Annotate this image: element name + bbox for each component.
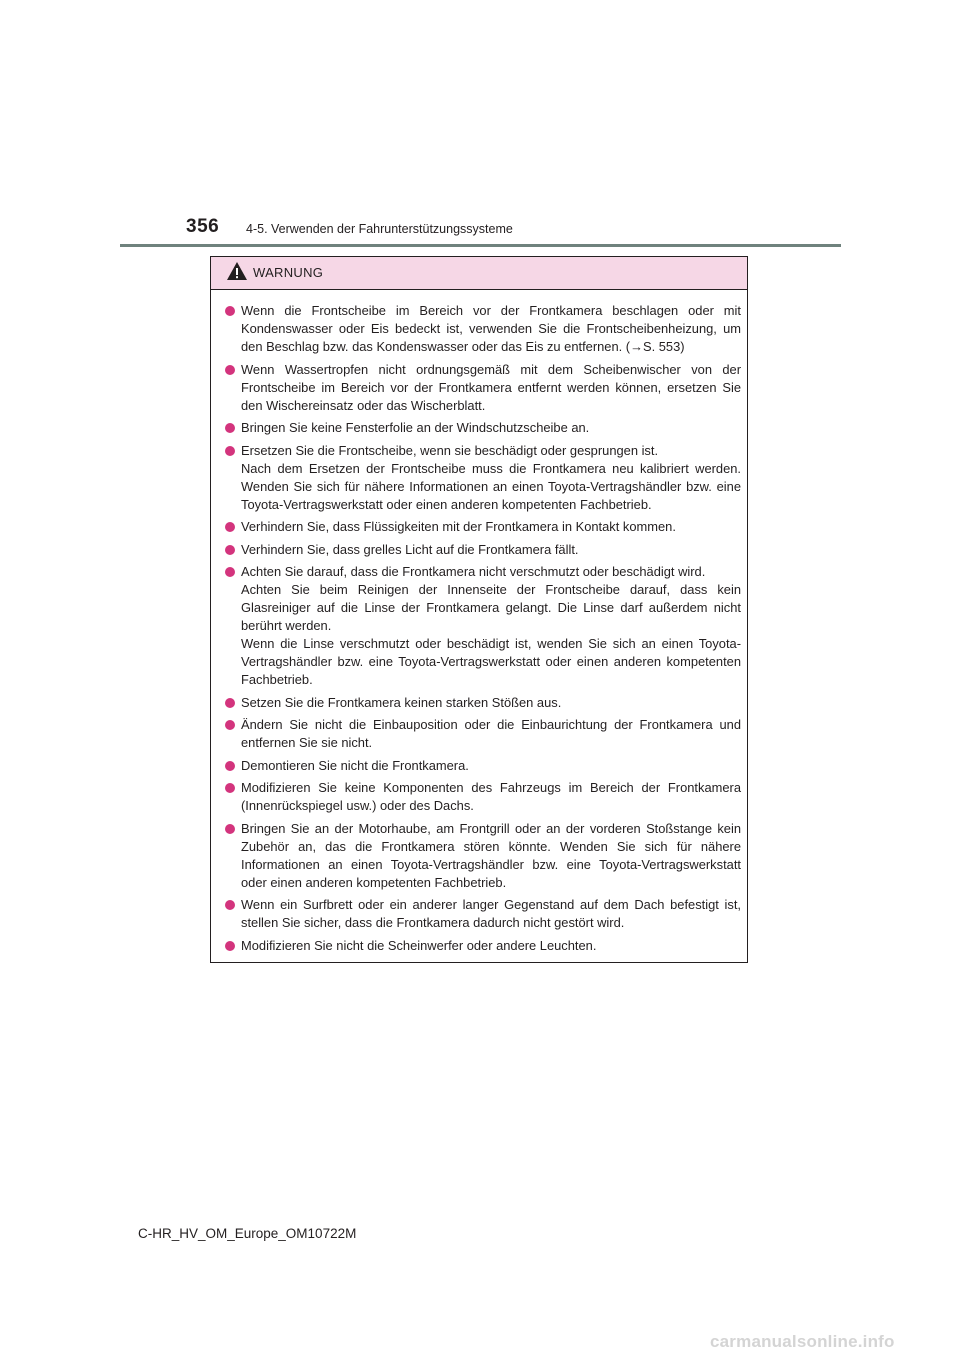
header-divider [120,244,841,247]
warning-item [241,820,741,892]
bullet-icon [225,567,235,577]
warning-item [241,442,741,514]
warning-triangle-icon [226,261,248,281]
document-code: C-HR_HV_OM_Europe_OM10722M [138,1226,357,1241]
bullet-icon [225,306,235,316]
warning-item-text: Setzen Sie die Frontkamera keinen starken Stößen aus. [241,694,562,710]
warning-box [210,256,748,963]
bullet-icon [225,365,235,375]
warning-item-text: Verhindern Sie, dass grelles Licht auf die Frontkamera fällt. [241,541,579,557]
warning-item-text: Achten Sie darauf, dass die Frontkamera nicht verschmutzt oder beschädigt wird. Achten Sie beim Reinigen der Innenseite der Frontscheibe darauf, dass kein Glasreiniger auf die Linse der Frontkamera gelangt. Die Linse darf außerdem nicht berührt werden. Wenn die Linse verschmutzt oder beschädigt ist, wenden Sie sich an einen Toyota-Vertragshändler bzw. eine Toyota-Vertragswerkstatt oder einen anderen kompetenten Fachbetrieb. [241,564,741,687]
warning-header [211,257,747,290]
warning-item-text: Verhindern Sie, dass Flüssigkeiten mit der Frontkamera in Kontakt kommen. [241,519,676,534]
warning-item [241,419,741,437]
warning-item-text: Ersetzen Sie die Frontscheibe, wenn sie beschädigt oder gesprungen ist. Nach dem Ersetzen der Frontscheibe muss die Frontkamera neu kalibriert werden. Wenden Sie sich für nähere Informationen an einen Toyota-Vertragshändler bzw. eine Toyota-Vertragswerkstatt oder einen anderen kompetenten Fachbetrieb. [241,442,741,512]
warning-item [241,716,741,752]
warning-item [241,563,741,689]
bullet-icon [225,720,235,730]
bullet-icon [225,941,235,951]
bullet-icon [225,761,235,771]
bullet-icon [225,824,235,834]
bullet-icon [225,698,235,708]
bullet-icon [225,783,235,793]
warning-item-text: Bringen Sie an der Motorhaube, am Frontgrill oder an der vorderen Stoßstange kein Zubehör an, das die Frontkamera stören könnte. Wenden Sie sich für nähere Informationen an einen Toyota-Vertragshändler bzw. eine Toyota-Vertragswerkstatt oder einen anderen kompetenten Fachbetrieb. [241,820,741,890]
warning-item [241,302,741,356]
bullet-icon [225,423,235,433]
warning-list [211,290,747,955]
bullet-icon [225,446,235,456]
warning-item [241,694,741,712]
warning-item [241,518,741,536]
warning-item-text: Modifizieren Sie keine Komponenten des Fahrzeugs im Bereich der Frontkamera (Innenrückspiegel usw.) oder des Dachs. [241,780,741,813]
warning-item [241,541,741,559]
warning-item-text: Wenn die Frontscheibe im Bereich vor der Frontkamera beschlagen oder mit Kondenswasser oder Eis bedeckt ist, verwenden Sie die Frontscheibenheizung, um den Beschlag bzw. das Kondenswasser oder das Eis zu entfernen. (→S. 553) [241,303,741,354]
bullet-icon [225,522,235,532]
warning-item [241,896,741,932]
warning-item-text: Ändern Sie nicht die Einbauposition oder die Einbaurichtung der Frontkamera und entfernen Sie sie nicht. [241,717,741,750]
bullet-icon [225,545,235,555]
section-title: 4-5. Verwenden der Fahrunterstützungssysteme [246,222,513,236]
warning-item [241,757,741,775]
page-number: 356 [186,216,220,237]
bullet-icon [225,900,235,910]
watermark: carmanualsonline.info [710,1332,895,1351]
warning-item-text: Demontieren Sie nicht die Frontkamera. [241,757,469,773]
warning-item-text: Wenn ein Surfbrett oder ein anderer langer Gegenstand auf dem Dach befestigt ist, stellen Sie sicher, dass die Frontkamera dadurch nicht gestört wird. [241,897,741,930]
warning-item [241,361,741,415]
warning-item-text: Modifizieren Sie nicht die Scheinwerfer oder andere Leuchten. [241,937,597,953]
warning-item [241,779,741,815]
warning-item-text: Wenn Wassertropfen nicht ordnungsgemäß mit dem Scheibenwischer von der Frontscheibe im Bereich vor der Frontkamera entfernt werden können, ersetzen Sie den Wischereinsatz oder das Wischerblatt. [241,361,741,413]
warning-title: WARNUNG [253,265,324,280]
warning-item-text: Bringen Sie keine Fensterfolie an der Windschutzscheibe an. [241,420,590,435]
warning-item [241,937,741,955]
